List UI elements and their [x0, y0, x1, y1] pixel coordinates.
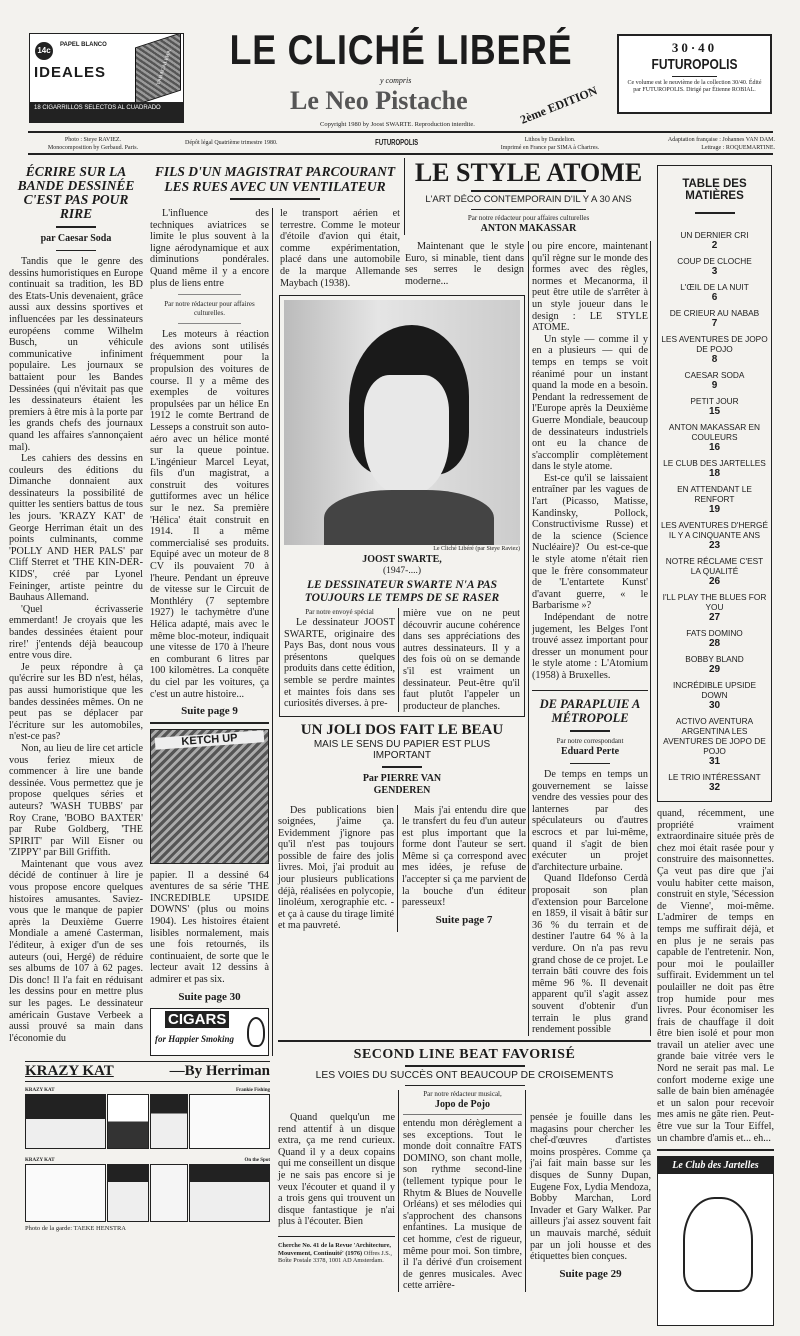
rule [471, 209, 586, 211]
toc-item-title[interactable]: LE CLUB DES JARTELLES [663, 458, 766, 468]
headline-fils: FILS D'UN MAGISTRAT PARCOURANT LES RUES AVEC UN VENTILATEUR [154, 164, 396, 194]
toc-item-page[interactable]: 18 [708, 468, 721, 479]
toc-item-page[interactable]: 9 [711, 380, 718, 391]
toc-item-title[interactable]: LES AVENTURES DE JOPO DE POJO [661, 334, 768, 354]
toc-item-page[interactable]: 32 [708, 782, 721, 793]
paragraph: Maintenant que vous avez décidé de continuer à lire je vous propose encore quelques histoires amusantes. Saviez-vous que le manque de papier après la Deuxième Guerre Mondiale a amené Casterman, l'éditeur, à exiger d'un de ses auteurs (oui, Hergé) de réduire ses albums de 107 à 62 pages. Dis donc! Il l'a fait en réduisant les dessins pour en mettre plus sur les pages. Le dessinateur américain Gustave Verbeek a aussi prouvé sa main dans l'économie du [9, 858, 143, 1044]
paragraph: Je peux répondre à ça qu'écrire sur les BD n'est, hélas, pas aussi humoristique que les bandes dessinées mêmes. On ne peut pas se déplacer par l'écriture sur les automobiles, n'est-ce pas? [9, 661, 143, 743]
paragraph: pensée je fouille dans les magasins pour chercher les chef-d'œuvres d'artistes moins prospères. Comme ça j'ai fait main basse sur les disques de Sunny Dupan, Eugene Fox, Lydia Mendoza, Bobby Marchan, Lord Invader et Gary Walker. Par ailleurs j'ai assez souvent fait un mauvais marché, séduit par un joli housse et des étiquettes bien conçues. [530, 1112, 651, 1263]
rule [278, 1236, 395, 1238]
toc-item-page[interactable]: 6 [711, 292, 718, 303]
photo-caption: Photo de la garde: TAEKE HENSTRA [25, 1225, 126, 1232]
rule [471, 190, 586, 192]
subheadline-joli: MAIS LE SENS DU PAPIER EST PLUS IMPORTANT [313, 739, 491, 761]
article-ecrire [9, 165, 143, 1044]
y-compris: y compris [380, 76, 412, 85]
face-shape [364, 375, 449, 495]
paragraph: Mais j'ai entendu dire que le transfert du feu d'un auteur est plus important que la forme dont l'auteur se sert. Même si ça correspond avec mes idées, je refuse de l'accepter si ça me parvient de la bouche d'un éditeur paresseux! [402, 804, 526, 909]
strip-label: KRAZY KAT [25, 1158, 55, 1163]
paragraph: Le dessinateur JOOST SWARTE, originaire des Pays Bas, dont nous vous présentons quelques produits dans cette édition, semble se perdre maintes et maintes fois dans ses curiosités diverses. à pre- [284, 617, 395, 710]
paragraph: papier. Il a dessiné 64 aventures de sa série 'THE INCREDIBLE UPSIDE DOWNS' (plus ou moins 1904). Les histoires étaient lisibles normalement, mais une fois retournés, ils continuaient, de sorte que le lecteur avait 12 dessins à admirer et pas six. [150, 869, 269, 985]
byline: Par notre correspondant [556, 736, 624, 745]
classified-note [278, 1242, 395, 1265]
rule [657, 1149, 774, 1151]
toc-item-page[interactable]: 28 [708, 638, 721, 649]
jacket-shape [324, 490, 494, 545]
divider [672, 76, 717, 77]
strip-title: Frankie Fishing [235, 1088, 270, 1093]
paragraph: Quand Ildefonso Cerdà proposait son plan d'extension pour Barcelone en 1859, il visait à bâtir sur 36 % du terrain et de destiner l'autre 64 % à la verdure. On n'a pas revu grand chose de ce projet. Le terrain bâti couvre des fois même 96 %. Il devenait apparent qu'il s'agit assez souvent d'obtenir d'un terrain le plus grand rendement possible [532, 873, 648, 1036]
author: Eduard Perte [560, 745, 620, 757]
paragraph: L'influence des techniques aviatrices se limite le plus souvent à la ligne aérodynamique et aux diminutions pondérales. Quand même il y a encore plus de liens entre [150, 208, 269, 289]
toc-item-title[interactable]: FATS DOMINO [686, 628, 743, 638]
byline: par Caesar Soda [40, 232, 112, 244]
strip-panels [25, 1164, 270, 1222]
toc-item-page[interactable]: 23 [708, 540, 721, 551]
credits-adapt [630, 136, 775, 152]
toc-item-page[interactable]: 30 [708, 700, 721, 711]
toc-item-title[interactable]: NOTRE RÉCLAME C'EST LA QUALITÉ [665, 556, 764, 576]
toc-item-title[interactable]: L'ŒIL DE LA NUIT [680, 282, 749, 292]
credits-photo [28, 136, 158, 152]
credit-photo: Photo : Steye RAVIEZ. [64, 137, 122, 143]
article-second-line [278, 1040, 651, 1292]
rule [230, 198, 320, 200]
toc-item-title[interactable]: CAESAR SODA [684, 370, 745, 380]
paragraph: entendu mon dérèglement a ses exceptions. Tout le monde doit connaître FATS DOMINO, son chant molle, son rythme second-line (tellement typique pour le Rhytm & Blues de Nouvelle Orléans) et ses mélodies qui s'approchent des chansons enfantines. La musique de cet homme, c'est de rigueur, même pour moi. Son timbre, il l'a dérivé d'un croisement de genres musicales. Avec cette arrière- [403, 1118, 522, 1292]
artist-name: JOOST SWARTE, [362, 554, 442, 565]
rule [178, 294, 241, 295]
strip-title: On the Spot [244, 1158, 270, 1163]
column-atome-parapluie [528, 241, 651, 1036]
toc-item-page[interactable]: 7 [711, 318, 718, 329]
comic-panel [150, 1094, 188, 1149]
paragraph: Les moteurs à réaction des avions sont utilisés fréquemment pour la propulsion des voitures de course. Il y a même des exemples de voitures propulsées par un hélice En 1912 le comte Bertrand de Lesseps a construit son auto-aéro avec un hélice monté sur la queue pointue. L'ingénieur Marcel Leyat, fils d'un magistrat, a construit des voitures guttiformes avec un hélice sur le nez. Sa première 'Hélica' était construit en 1914. Il a même commercialisé ses produits. Equipé avec un moteur de 8 CV ils pouvaient 70 à l'heure. Pendant un épreuve de vitesse sur le Circuit de Monthléry (7 septembre 1927) le tachymètre d'une Hélica adapté, mais avec le même bloc-moteur, indiquait une vitesse de 170 à l'heure en comburant 6 litres par 100 kilomètres. La conquête du ciel par les voitures, ça c'est un autre histoire... [150, 329, 269, 700]
rule [178, 323, 241, 324]
toc-item-page[interactable]: 2 [711, 240, 718, 251]
collection-note: Ce volume est le neuvième de la collection 30/40. Édité par FUTUROPOLIS. Dirigé par Étienne ROBIAL. [627, 80, 762, 93]
strip-label: KRAZY KAT [25, 1088, 55, 1093]
toc-item-title[interactable]: EN ATTENDANT LE RENFORT [677, 484, 752, 504]
headline-atome: LE STYLE ATOME [414, 158, 643, 187]
krazy-kat-author: —By Herriman [169, 1063, 270, 1079]
paragraph: Des publications bien soignées, j'aime ça. Evidemment j'ignore pas qu'il n'est pas toujours possible de faire des jolis livres. Moi, j'ai produit au jour plusieurs publications déjà, réalisées en polycopie, linoléum, xerographie etc. - et ça à cause du tirage limité et ma pauvreté. [278, 805, 398, 933]
headline-atome-block [404, 158, 650, 235]
credit-depot: Dépôt légal Quatrième trimestre 1980. [185, 140, 278, 146]
toc-item-page[interactable]: 26 [708, 576, 721, 587]
toc-item-page[interactable]: 29 [708, 664, 721, 675]
paragraph: ou pire encore, maintenant qu'il règne sur le monde des formes avec des règles, normes et Mecanorma, il peut être utile de s'arrêter à un style joueur dans le design : LE STYLE ATOME. [532, 241, 648, 334]
smoker-face-icon [247, 1017, 265, 1047]
cigars-title: CIGARS [165, 1011, 229, 1028]
column-2 [150, 208, 273, 1056]
newspaper-subtitle: Le Neo Pistache [290, 86, 468, 115]
toc-item-title[interactable]: BOBBY BLAND [685, 654, 744, 664]
ad-price: 14c [35, 42, 53, 60]
artist-dates: (1947-....) [383, 566, 421, 576]
paragraph: De temps en temps un gouvernement se laisse vendre des vessies pour des lanternes par des spéculateurs ou d'autres escrocs et par lui-même, quand il s'agit de bien exécuter un projet d'architecture urbaine. [532, 769, 648, 873]
continued-link[interactable]: Suite page 29 [559, 1267, 622, 1280]
krazy-kat-title: KRAZY KAT [25, 1063, 114, 1079]
byline: Par notre rédacteur pour affaires culturelles [467, 214, 590, 222]
rule [695, 212, 735, 214]
comic-title: Le Club des Jartelles [658, 1157, 773, 1174]
comic-panel [107, 1094, 149, 1149]
edition-label: 2ème EDITION [518, 83, 600, 127]
headline-joli: UN JOLI DOS FAIT LE BEAU [300, 722, 504, 738]
character-drawing [683, 1197, 753, 1292]
author: Jopo de Pojo [403, 1099, 522, 1115]
rule [28, 131, 773, 133]
swarte-feature-box [279, 295, 525, 717]
subheadline-atome: L'ART DÉCO CONTEMPORAIN D'IL Y A 30 ANS [425, 193, 632, 205]
credit-adapt: Adaptation française : Johannes VAN DAM. [667, 137, 775, 143]
table-of-contents [657, 165, 772, 802]
ad-brand: IDEALES [34, 64, 107, 81]
futuropolis-box [617, 34, 772, 114]
toc-item-page[interactable]: 16 [708, 442, 721, 453]
toc-item-title[interactable]: LE TRIO INTÉRESSANT [668, 772, 761, 782]
comic-panel [189, 1094, 270, 1149]
continued-link[interactable]: Suite page 7 [435, 913, 493, 926]
toc-item-title[interactable]: DE CRIEUR AU NABAB [669, 308, 760, 318]
note-text: Offres J.S., Boîte Postale 3378, 1001 AD Amsterdam. [278, 1249, 392, 1265]
comic-panel [189, 1164, 270, 1222]
paragraph: Est-ce qu'il se laissaient entraîner par les vagues de l'art (Picasso, Matisse, Kandinsky, Pollock, Constructivisme Russe) et de la science (Science Nucléaire)? Ou est-ce-que le style atome n'était rien que le frère consommateur de 'L'entartete Kunst' d'avant guerre, « le Barbarisme »? [532, 472, 648, 612]
toc-item-title[interactable]: I'LL PLAY THE BLUES FOR YOU [662, 592, 767, 612]
toc-item-page[interactable]: 27 [708, 612, 721, 623]
logo-3040: 30·40 [671, 40, 718, 55]
toc-list [658, 230, 771, 793]
paragraph: quand, récemment, une propriété vraiment extraordinaire située près de chez moi était rasée pour y construire des maisonnettes. Ça veut pas dire que j'ai voulu habiter cette maison, construit en style, 'Sécession de Vienne', moi-même. L'admirer de temps en temps me suffirait déjà, et en plus je ne serais pas capable de l'entretenir. Non, pour moi le poulailler suffirait. Evidemment un tel poulailler ne doit pas être trop humide pour mes livres. Pour économiser les frais de chauffage il doit être bien isolé et pour mon travail un atelier avec une grande baie vitrée vers le Nord ne serait pas mal. Le confort moderne exige une salle de bain bien aménagée et un salon pour recevoir mes amis ne gâte rien. Peut-être vue sur la Tour Eiffel, un chambre d'amis et... eh... [657, 808, 774, 1144]
paragraph: mière vue on ne peut découvrir aucune cohérence dans ses appréciations des autres dessinateurs. Il y a des fois où on se demande s'il est vraiment un dessinateur. Peut-être qu'il faut plutôt l'appeler un producteur de planches. [403, 608, 520, 712]
continued-link[interactable]: Suite page 9 [181, 705, 238, 718]
rule [532, 690, 648, 692]
ad-brand-top: PAPEL BLANCO [60, 42, 107, 48]
paragraph: 'Quel écrivasserie emmerdant! Je croyais que les bandes dessinées étaient pour rire!' j'entends déjà beaucoup entre vous dire. [9, 603, 143, 662]
toc-item-title[interactable]: ANTON MAKASSAR EN COULEURS [668, 422, 761, 442]
cigarette-pack [135, 33, 181, 105]
comic-panel [25, 1164, 106, 1222]
krazy-kat-feature [25, 1061, 270, 1232]
comic-panel [107, 1164, 149, 1222]
ketchup-comic-image [150, 729, 269, 864]
comic-strip-1 [25, 1087, 270, 1149]
paragraph: Les cahiers des dessins en couleurs des éditions du Dimanche donnaient aux dessinateurs la possibilité de quitter les sentiers battus de tous les jours. 'KRAZY KAT' de George Herriman était un des points culminants, comme 'POLLY AND HER PALS' par Cliff Sterret et 'THE KIN-DER-KIDS', créé par Lyonel Feininger, artiste peintre du Bauhaus Allemand. [9, 453, 143, 604]
toc-item-title[interactable]: LES AVENTURES D'HERGÉ IL Y A CINQUANTE ANS [660, 520, 768, 540]
cigarette-ad [29, 33, 184, 123]
portrait-photo [284, 300, 520, 545]
credit-lettering: Lettrage : ROQUEMARTINE. [701, 145, 775, 151]
headline-ecrire: ÉCRIRE SUR LA BANDE DESSINÉE C'EST PAS POUR RIRE [17, 164, 135, 221]
author: ANTON MAKASSAR [480, 223, 577, 234]
credit-lithos: Lithos by Dandelion. [524, 137, 576, 143]
toc-item-title[interactable]: UN DERNIER CRI [680, 230, 749, 240]
toc-title: TABLE DES MATIÈRES [682, 178, 747, 202]
cigars-slogan: for Happier Smoking [155, 1033, 235, 1044]
headline-swarte: LE DESSINATEUR SWARTE N'A PAS TOUJOURS LE TEMPS DE SE RASER [304, 579, 500, 604]
toc-item-page[interactable]: 3 [711, 266, 718, 277]
strip-panels [25, 1094, 270, 1149]
article-joli [278, 721, 526, 932]
paragraph: le transport aérien et terrestre. Comme le moteur d'étoile d'avion qui était, comme expérimentation, placé dans une automobile de la marque Allemande Maybach (1938). [280, 208, 400, 289]
credit-print: Imprimé en France par SIMA à Chartres. [500, 145, 600, 151]
rule [150, 722, 269, 724]
paragraph: Tandis que le genre des dessins humoristiques en Europe continuait sa tradition, les BD des Etats-Unis devenaient, grâce aussi aux dessins sportives et influencées par les dessinateurs européens comme Wilhelm Busch, un véhicule communicative infiniment populaire. Les journaux se battaient pour les Bandes Dessinées (qui n'évitait pas que les dessinateurs étaient les premiers à être mis à la porte par les grands chefs des journaux quand les affaires s'annonçaient mal). [9, 256, 143, 453]
paragraph: Un style — comme il y en a plusieurs — qui de temps en temps se voit réanimé pour un instant quand la mode en a besoin. Pendant la redressement de l'Europe après la Deuxième Guerre Mondiale, beaucoup de dessinateurs industriels ont eu la chance de s'accomplir complètement dans le style atome. [532, 333, 648, 473]
futuropolis-logo: FUTUROPOLIS [651, 56, 738, 73]
newspaper-title: LE CLICHÉ LIBERÉ [229, 26, 573, 73]
byline: Par notre rédacteur pour affaires culturelles. [164, 300, 255, 318]
cigars-ad [150, 1008, 269, 1056]
rule [405, 1065, 525, 1067]
futuropolis-small-logo: FUTUROPOLIS [375, 138, 419, 147]
toc-item-page[interactable]: 8 [711, 354, 718, 365]
note-bold: Cherche No. 41 de la Revue 'Architecture, Mouvement, Continuité' (1976) [278, 1242, 391, 1257]
comic-title: KETCH UP [155, 730, 265, 750]
paragraph: Non, au lieu de lire cet article vous feriez mieux de commencer à lire une bande dessinée. Vous permettez que je propose quelques séries et auteurs? 'WASH TUBBS' par Roy Crane, 'BOBO BAXTER' par Rube Goldberg, 'THE SPIRIT' par Will Eisner ou 'ZIPPY' par Bill Griffith. [9, 742, 143, 859]
credit-compo: Monocomposition by Gerbaud. Paris. [47, 145, 139, 151]
pack-label: TABACALERA [156, 49, 173, 85]
comic-panel [150, 1164, 188, 1222]
ad-line: 18 CIGARRILLOS SELECTOS AL CUADRADO [30, 102, 183, 122]
comic-panel [25, 1094, 106, 1149]
rule [28, 153, 773, 155]
photo-credit: Le Cliché Libéré (par Steye Raviez) [433, 546, 520, 552]
club-jartelles-comic [657, 1156, 774, 1326]
paragraph: Quand quelqu'un me rend attentif à un disque extra, ça me rend curieux. Quand il y a deux copains qui me conseillent un disque je ne sais pas encore si je veux l'écouter et quand il y a trois gens qui trouvent un disque fantastique je n'ai plus à l'écouter. Bien [278, 1112, 395, 1228]
byline: Par PIERRE VAN GENDEREN [362, 772, 442, 796]
paragraph: Indépendant de notre jugement, les Belges l'ont trouvé assez important pour dresser un monument pour le style atome : L'Atomium (1958) à Bruxelles. [532, 612, 648, 681]
toc-item-page[interactable]: 31 [708, 756, 721, 767]
copyright: Copyright 1980 by Joost SWARTE. Reproduction interdite. [320, 121, 475, 128]
continued-link[interactable]: Suite page 30 [178, 990, 241, 1003]
column-5 [657, 808, 774, 1326]
rule [405, 1085, 525, 1087]
byline: Par notre envoyé spécial [305, 608, 374, 616]
toc-item-title[interactable]: ACTIVO AVENTURA ARGENTINA LES AVENTURES DE JOPO DE POJO [663, 716, 766, 756]
paragraph: Maintenant que le style Euro, si minable, tient dans ses serres le design moderne... [405, 241, 524, 287]
subheadline-second-line: LES VOIES DU SUCCÈS ONT BEAUCOUP DE CROISEMENTS [315, 1069, 614, 1081]
toc-item-page[interactable]: 19 [708, 504, 721, 515]
byline: Par notre rédacteur musical, [423, 1090, 502, 1098]
headline-fils-block [150, 164, 400, 200]
headline-second-line: SECOND LINE BEAT FAVORISÉ [353, 1047, 576, 1062]
toc-item-title[interactable]: INCRÉDIBLE UPSIDE DOWN [673, 680, 756, 700]
headline-parapluie: DE PARAPLUIE A MÉTROPOLE [539, 697, 641, 726]
toc-item-title[interactable]: PETIT JOUR [690, 396, 739, 406]
toc-item-title[interactable]: COUP DE CLOCHE [677, 256, 752, 266]
toc-item-page[interactable]: 15 [708, 406, 721, 417]
comic-strip-2 [25, 1157, 270, 1222]
credits-print [480, 136, 620, 152]
